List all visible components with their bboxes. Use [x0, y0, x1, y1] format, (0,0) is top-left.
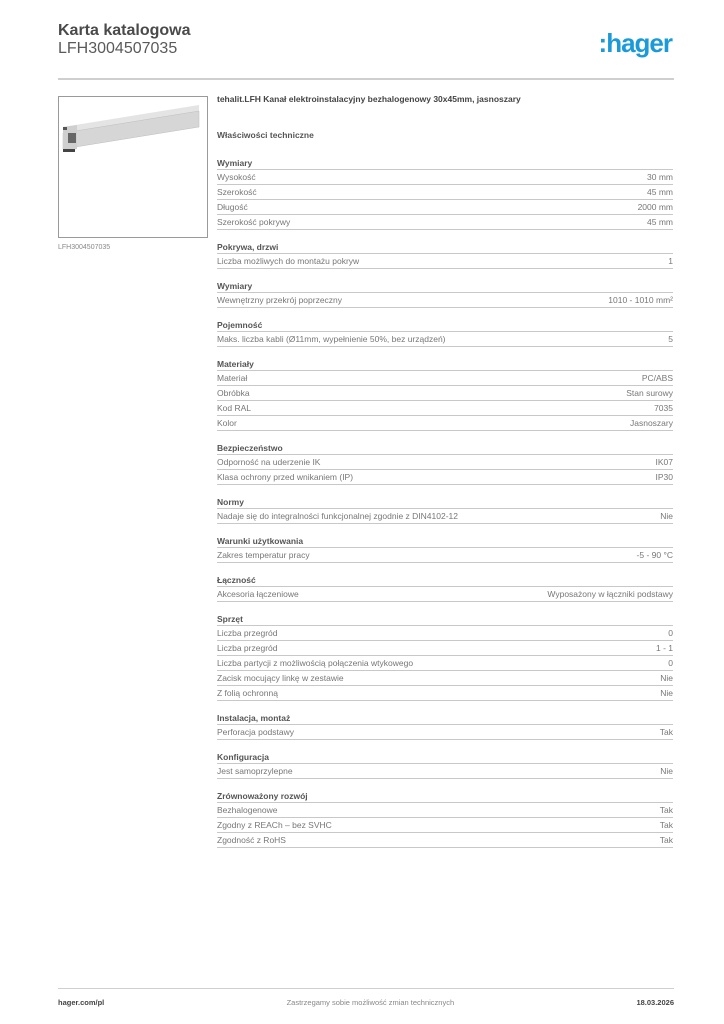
spec-label: Zgodność z RoHS	[217, 835, 286, 845]
spec-content	[217, 94, 673, 858]
spec-label: Wysokość	[217, 172, 256, 182]
spec-row	[217, 386, 673, 401]
spec-value: Nie	[660, 673, 673, 683]
spec-row	[217, 170, 673, 185]
section-title: Sprzęt	[217, 612, 673, 626]
spec-label: Liczba możliwych do montażu pokryw	[217, 256, 360, 266]
spec-row	[217, 764, 673, 779]
spec-section	[217, 357, 673, 431]
spec-label: Obróbka	[217, 388, 250, 398]
spec-row	[217, 671, 673, 686]
spec-section	[217, 750, 673, 779]
spec-value: Tak	[659, 727, 673, 737]
section-title: Pojemność	[217, 318, 673, 332]
spec-row	[217, 200, 673, 215]
spec-label: Liczba przegród	[217, 643, 278, 653]
disclaimer: Zastrzegamy sobie możliwość zmian technicznych	[286, 998, 455, 1007]
footer-divider	[58, 988, 674, 989]
spec-row	[217, 254, 673, 269]
spec-row	[217, 803, 673, 818]
spec-label: Kolor	[217, 418, 237, 428]
spec-label: Odporność na uderzenie IK	[217, 457, 321, 467]
spec-label: Wewnętrzny przekrój poprzeczny	[217, 295, 343, 305]
spec-section	[217, 789, 673, 848]
spec-value: -5 - 90 °C	[636, 550, 673, 560]
spec-label: Szerokość	[217, 187, 257, 197]
spec-sections	[217, 156, 673, 848]
section-title: Pokrywa, drzwi	[217, 240, 673, 254]
section-title: Normy	[217, 495, 673, 509]
spec-section	[217, 495, 673, 524]
spec-value: 7035	[654, 403, 673, 413]
spec-label: Jest samoprzylepne	[217, 766, 293, 776]
spec-section	[217, 279, 673, 308]
spec-row	[217, 293, 673, 308]
spec-section	[217, 612, 673, 701]
spec-label: Długość	[217, 202, 248, 212]
spec-row	[217, 656, 673, 671]
section-title: Łączność	[217, 573, 673, 587]
spec-value: PC/ABS	[641, 373, 673, 383]
header-divider	[58, 78, 674, 80]
spec-value: IP30	[655, 472, 673, 482]
website-link[interactable]: hager.com/pl	[58, 998, 105, 1007]
product-image	[58, 96, 208, 238]
hager-logo: :hager	[598, 28, 672, 58]
spec-label: Bezhalogenowe	[217, 805, 278, 815]
spec-row	[217, 371, 673, 386]
document-date: 18.03.2026	[636, 998, 674, 1007]
spec-value: IK07	[655, 457, 673, 467]
spec-row	[217, 725, 673, 740]
spec-value: Nie	[660, 511, 673, 521]
spec-row	[217, 470, 673, 485]
spec-value: Jasnoszary	[630, 418, 673, 428]
spec-label: Z folią ochronną	[217, 688, 278, 698]
spec-value: 1	[668, 256, 673, 266]
spec-value: Nie	[660, 766, 673, 776]
spec-label: Kod RAL	[217, 403, 252, 413]
spec-row	[217, 587, 673, 602]
spec-value: 5	[668, 334, 673, 344]
spec-section	[217, 318, 673, 347]
spec-label: Akcesoria łączeniowe	[217, 589, 299, 599]
document-title: Karta katalogowa	[58, 22, 191, 39]
spec-value: Nie	[660, 688, 673, 698]
spec-section	[217, 534, 673, 563]
section-title: Zrównoważony rozwój	[217, 789, 673, 803]
spec-row	[217, 215, 673, 230]
spec-label: Szerokość pokrywy	[217, 217, 291, 227]
spec-row	[217, 686, 673, 701]
spec-value: Stan surowy	[626, 388, 673, 398]
spec-label: Maks. liczba kabli (Ø11mm, wypełnienie 50%, bez urządzeń)	[217, 334, 446, 344]
spec-label: Zakres temperatur pracy	[217, 550, 310, 560]
spec-section	[217, 156, 673, 230]
spec-row	[217, 455, 673, 470]
spec-label: Liczba partycji z możliwością połączenia wtykowego	[217, 658, 414, 668]
spec-row	[217, 509, 673, 524]
spec-row	[217, 401, 673, 416]
image-caption: LFH3004507035	[58, 244, 111, 251]
spec-row	[217, 332, 673, 347]
spec-row	[217, 185, 673, 200]
spec-section	[217, 573, 673, 602]
spec-label: Zgodny z REACh – bez SVHC	[217, 820, 332, 830]
spec-value: 1 - 1	[655, 643, 673, 653]
spec-section	[217, 240, 673, 269]
spec-label: Nadaje się do integralności funkcjonalnej zgodnie z DIN4102-12	[217, 511, 458, 521]
spec-label: Zacisk mocujący linkę w zestawie	[217, 673, 344, 683]
section-title: Bezpieczeństwo	[217, 441, 673, 455]
spec-label: Materiał	[217, 373, 248, 383]
spec-row	[217, 641, 673, 656]
cable-duct-illustration	[59, 97, 207, 237]
spec-value: 2000 mm	[637, 202, 673, 212]
spec-section	[217, 441, 673, 485]
spec-value: 1010 - 1010 mm²	[608, 295, 673, 305]
spec-value: 0	[668, 628, 673, 638]
product-name: tehalit.LFH Kanał elektroinstalacyjny bezhalogenowy 30x45mm, jasnoszary	[217, 94, 521, 104]
spec-label: Perforacja podstawy	[217, 727, 295, 737]
spec-section	[217, 711, 673, 740]
spec-row	[217, 416, 673, 431]
spec-row	[217, 548, 673, 563]
page-footer	[58, 998, 674, 1007]
product-code: LFH3004507035	[58, 40, 178, 57]
spec-label: Liczba przegród	[217, 628, 278, 638]
spec-value: Tak	[659, 835, 673, 845]
spec-row	[217, 833, 673, 848]
spec-value: 45 mm	[647, 187, 673, 197]
section-title: Wymiary	[217, 156, 673, 170]
section-title: Instalacja, montaż	[217, 711, 673, 725]
technical-properties-heading: Właściwości techniczne	[217, 130, 314, 140]
spec-row	[217, 626, 673, 641]
spec-label: Klasa ochrony przed wnikaniem (IP)	[217, 472, 354, 482]
spec-row	[217, 818, 673, 833]
section-title: Warunki użytkowania	[217, 534, 673, 548]
section-title: Konfiguracja	[217, 750, 673, 764]
page-header	[58, 22, 674, 72]
section-title: Wymiary	[217, 279, 673, 293]
spec-value: 0	[668, 658, 673, 668]
spec-value: 45 mm	[647, 217, 673, 227]
section-title: Materiały	[217, 357, 673, 371]
spec-value: 30 mm	[647, 172, 673, 182]
spec-value: Tak	[659, 820, 673, 830]
spec-value: Wyposażony w łączniki podstawy	[547, 589, 673, 599]
spec-value: Tak	[659, 805, 673, 815]
